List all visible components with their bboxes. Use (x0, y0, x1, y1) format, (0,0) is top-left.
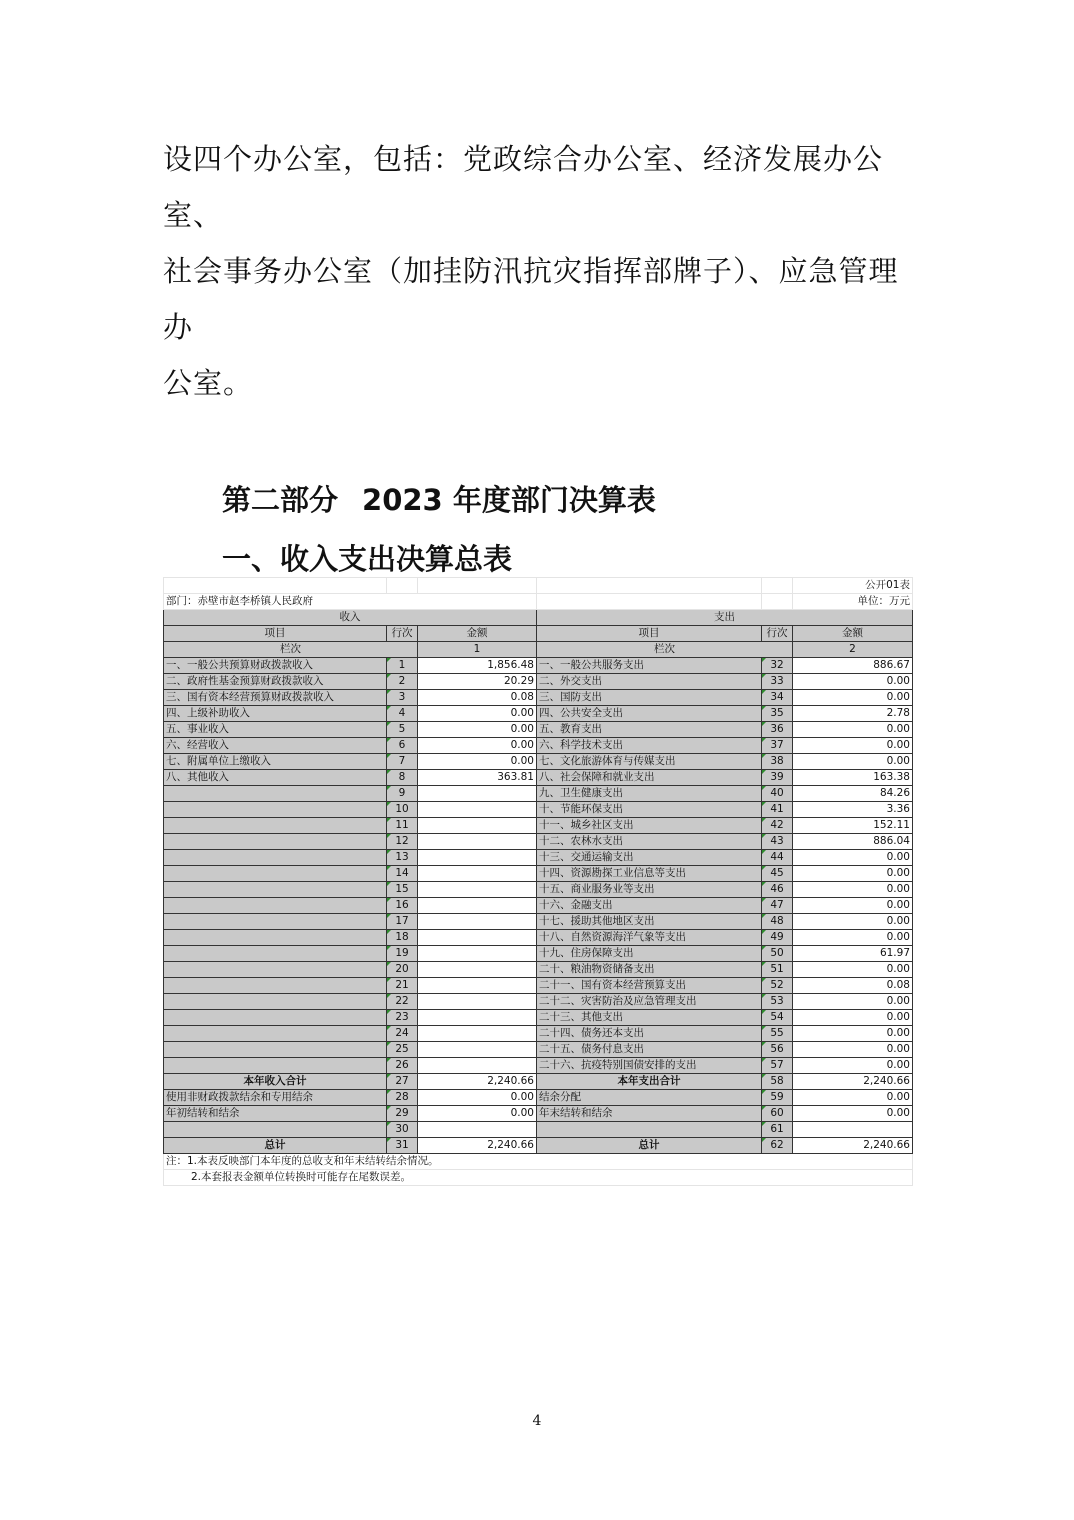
expense-line-cell: 51 (762, 962, 793, 978)
income-amount-cell: 20.29 (418, 674, 537, 690)
expense-amount-cell: 0.00 (793, 994, 913, 1010)
income-line-cell: 29 (387, 1106, 418, 1122)
expense-amount-cell: 2,240.66 (793, 1138, 913, 1154)
income-amount-cell: 0.00 (418, 754, 537, 770)
income-item-cell (164, 834, 387, 850)
income-item-cell (164, 1026, 387, 1042)
table-row (164, 994, 913, 1010)
income-amount-cell: 0.00 (418, 722, 537, 738)
expense-line-cell: 58 (762, 1074, 793, 1090)
expense-item-cell: 十七、援助其他地区支出 (537, 914, 762, 930)
income-line-cell: 26 (387, 1058, 418, 1074)
expense-item-cell: 二十、粮油物资储备支出 (537, 962, 762, 978)
income-amount-cell: 0.00 (418, 738, 537, 754)
expense-line-cell: 55 (762, 1026, 793, 1042)
col-index-label: 栏次 (164, 642, 418, 658)
col-amount-header: 金额 (793, 626, 913, 642)
table-row (164, 722, 913, 738)
income-line-cell: 27 (387, 1074, 418, 1090)
expense-line-cell: 59 (762, 1090, 793, 1106)
page-number: 4 (532, 1413, 542, 1429)
income-line-cell: 14 (387, 866, 418, 882)
section-title-year: 2023 年度部门决算表 (362, 483, 656, 517)
table-row (164, 1042, 913, 1058)
expense-item-cell: 年末结转和结余 (537, 1106, 762, 1122)
col-line-header: 行次 (762, 626, 793, 642)
expense-amount-cell: 886.67 (793, 658, 913, 674)
income-item-cell: 二、政府性基金预算财政拨款收入 (164, 674, 387, 690)
table-row (164, 1058, 913, 1074)
income-line-cell: 7 (387, 754, 418, 770)
income-amount-cell: 2,240.66 (418, 1074, 537, 1090)
expense-amount-cell: 0.00 (793, 850, 913, 866)
expense-line-cell: 53 (762, 994, 793, 1010)
income-line-cell: 3 (387, 690, 418, 706)
expense-line-cell: 62 (762, 1138, 793, 1154)
table-row (164, 706, 913, 722)
table-row (164, 850, 913, 866)
expense-line-cell: 41 (762, 802, 793, 818)
income-item-cell (164, 786, 387, 802)
expense-amount-cell: 0.00 (793, 1090, 913, 1106)
expense-line-cell: 34 (762, 690, 793, 706)
expense-line-cell: 39 (762, 770, 793, 786)
expense-amount-cell: 0.00 (793, 1010, 913, 1026)
table-row (164, 818, 913, 834)
expense-amount-cell: 0.00 (793, 690, 913, 706)
income-item-cell: 三、国有资本经营预算财政拨款收入 (164, 690, 387, 706)
income-item-cell (164, 978, 387, 994)
expense-line-cell: 33 (762, 674, 793, 690)
income-item-cell (164, 946, 387, 962)
expense-line-cell: 56 (762, 1042, 793, 1058)
income-amount-cell (418, 962, 537, 978)
income-line-cell: 6 (387, 738, 418, 754)
income-line-cell: 20 (387, 962, 418, 978)
income-item-cell (164, 914, 387, 930)
expense-amount-cell: 0.00 (793, 1042, 913, 1058)
income-expense-table (163, 577, 913, 1186)
expense-line-cell: 40 (762, 786, 793, 802)
expense-amount-cell: 0.00 (793, 1026, 913, 1042)
expense-item-cell: 十五、商业服务业等支出 (537, 882, 762, 898)
expense-amount-cell: 0.00 (793, 754, 913, 770)
expense-amount-cell: 0.08 (793, 978, 913, 994)
income-amount-cell: 0.00 (418, 706, 537, 722)
income-item-cell: 一、一般公共预算财政拨款收入 (164, 658, 387, 674)
income-item-cell: 六、经营收入 (164, 738, 387, 754)
table-row (164, 930, 913, 946)
expense-item-cell: 结余分配 (537, 1090, 762, 1106)
income-item-cell (164, 1010, 387, 1026)
income-amount-cell: 0.00 (418, 1106, 537, 1122)
expense-amount-cell: 84.26 (793, 786, 913, 802)
expense-amount-cell: 0.00 (793, 962, 913, 978)
income-item-cell (164, 1058, 387, 1074)
expense-line-cell: 60 (762, 1106, 793, 1122)
income-line-cell: 5 (387, 722, 418, 738)
expense-item-cell: 十六、金融支出 (537, 898, 762, 914)
expense-amount-cell: 0.00 (793, 1106, 913, 1122)
income-item-cell: 四、上级补助收入 (164, 706, 387, 722)
body-paragraph (163, 131, 923, 411)
expense-amount-cell (793, 1122, 913, 1138)
section-title-part: 第二部分 (222, 483, 339, 517)
col-line-header: 行次 (387, 626, 418, 642)
income-amount-cell (418, 898, 537, 914)
income-line-cell: 15 (387, 882, 418, 898)
income-amount-cell (418, 1026, 537, 1042)
income-line-cell: 22 (387, 994, 418, 1010)
income-item-cell: 年初结转和结余 (164, 1106, 387, 1122)
income-amount-cell (418, 946, 537, 962)
expense-amount-cell: 0.00 (793, 930, 913, 946)
expense-item-cell: 二十五、债务付息支出 (537, 1042, 762, 1058)
budget-sheet (163, 577, 912, 1186)
income-item-cell (164, 818, 387, 834)
expense-item-cell: 十二、农林水支出 (537, 834, 762, 850)
table-row (164, 1010, 913, 1026)
expense-amount-cell: 0.00 (793, 674, 913, 690)
table-row (164, 898, 913, 914)
expense-amount-cell: 61.97 (793, 946, 913, 962)
table-row (164, 1026, 913, 1042)
expense-line-cell: 43 (762, 834, 793, 850)
expense-item-cell: 十九、住房保障支出 (537, 946, 762, 962)
income-amount-cell (418, 834, 537, 850)
expense-line-cell: 32 (762, 658, 793, 674)
income-line-cell: 23 (387, 1010, 418, 1026)
table-row (164, 754, 913, 770)
income-amount-cell (418, 786, 537, 802)
income-amount-cell: 0.00 (418, 1090, 537, 1106)
income-amount-cell (418, 866, 537, 882)
income-line-cell: 8 (387, 770, 418, 786)
table-row (164, 802, 913, 818)
income-item-cell (164, 1122, 387, 1138)
income-amount-cell (418, 1042, 537, 1058)
expense-amount-cell: 0.00 (793, 898, 913, 914)
income-item-cell (164, 850, 387, 866)
col-item-header: 项目 (537, 626, 762, 642)
table-row (164, 962, 913, 978)
income-header: 收入 (164, 610, 537, 626)
table-row (164, 946, 913, 962)
expense-amount-cell: 2,240.66 (793, 1074, 913, 1090)
income-line-cell: 13 (387, 850, 418, 866)
table-row (164, 770, 913, 786)
income-item-cell: 八、其他收入 (164, 770, 387, 786)
income-item-cell: 使用非财政拨款结余和专用结余 (164, 1090, 387, 1106)
income-item-cell (164, 930, 387, 946)
expense-amount-cell: 0.00 (793, 866, 913, 882)
table-row (164, 690, 913, 706)
income-line-cell: 4 (387, 706, 418, 722)
expense-item-cell: 三、国防支出 (537, 690, 762, 706)
table-row (164, 914, 913, 930)
table-row (164, 674, 913, 690)
table-total-row (164, 1138, 913, 1154)
income-amount-cell: 1,856.48 (418, 658, 537, 674)
expense-line-cell: 50 (762, 946, 793, 962)
income-item-cell (164, 882, 387, 898)
income-item-cell: 七、附属单位上缴收入 (164, 754, 387, 770)
income-item-cell (164, 1042, 387, 1058)
income-line-cell: 21 (387, 978, 418, 994)
income-amount-cell (418, 1122, 537, 1138)
section-title (222, 478, 656, 519)
expense-amount-cell: 0.00 (793, 722, 913, 738)
expense-item-cell: 十一、城乡社区支出 (537, 818, 762, 834)
expense-line-cell: 48 (762, 914, 793, 930)
income-amount-cell (418, 802, 537, 818)
expense-line-cell: 38 (762, 754, 793, 770)
income-line-cell: 19 (387, 946, 418, 962)
expense-line-cell: 61 (762, 1122, 793, 1138)
income-amount-cell: 2,240.66 (418, 1138, 537, 1154)
income-line-cell: 16 (387, 898, 418, 914)
expense-item-cell: 二十二、灾害防治及应急管理支出 (537, 994, 762, 1010)
table-row (164, 658, 913, 674)
expense-item-cell: 九、卫生健康支出 (537, 786, 762, 802)
expense-amount-cell: 0.00 (793, 1058, 913, 1074)
income-amount-cell: 0.08 (418, 690, 537, 706)
income-amount-cell (418, 882, 537, 898)
income-amount-cell (418, 850, 537, 866)
table-title: 一、收入支出决算总表 (222, 542, 513, 576)
paragraph-line: 设四个办公室，包括：党政综合办公室、经济发展办公室、 (163, 142, 884, 232)
income-item-cell: 五、事业收入 (164, 722, 387, 738)
expense-line-cell: 36 (762, 722, 793, 738)
expense-item-cell: 十四、资源勘探工业信息等支出 (537, 866, 762, 882)
expense-line-cell: 54 (762, 1010, 793, 1026)
expense-item-cell: 八、社会保障和就业支出 (537, 770, 762, 786)
expense-item-cell: 十、节能环保支出 (537, 802, 762, 818)
expense-amount-cell: 0.00 (793, 882, 913, 898)
expense-header: 支出 (537, 610, 913, 626)
income-amount-cell (418, 1058, 537, 1074)
col-index-label: 栏次 (537, 642, 793, 658)
expense-line-cell: 47 (762, 898, 793, 914)
col-amount-header: 金额 (418, 626, 537, 642)
income-amount-cell (418, 930, 537, 946)
table-row (164, 738, 913, 754)
note-line: 注：1.本表反映部门本年度的总收支和年末结转结余情况。 (164, 1154, 913, 1170)
paragraph-line: 公室。 (163, 366, 254, 400)
expense-item-cell: 四、公共安全支出 (537, 706, 762, 722)
expense-item-cell: 二十六、抗疫特别国债安排的支出 (537, 1058, 762, 1074)
income-amount-cell (418, 1010, 537, 1026)
table-row (164, 1122, 913, 1138)
table-row (164, 1106, 913, 1122)
income-item-cell (164, 962, 387, 978)
table-row (164, 866, 913, 882)
expense-amount-cell: 152.11 (793, 818, 913, 834)
expense-item-cell: 二、外交支出 (537, 674, 762, 690)
expense-item-cell: 十八、自然资源海洋气象等支出 (537, 930, 762, 946)
income-amount-cell (418, 994, 537, 1010)
income-item-cell (164, 802, 387, 818)
department-label: 部门：赤壁市赵李桥镇人民政府 (164, 594, 537, 610)
income-line-cell: 10 (387, 802, 418, 818)
expense-line-cell: 37 (762, 738, 793, 754)
expense-line-cell: 35 (762, 706, 793, 722)
table-total-row (164, 1074, 913, 1090)
expense-item-cell: 二十三、其他支出 (537, 1010, 762, 1026)
income-line-cell: 28 (387, 1090, 418, 1106)
income-item-cell (164, 898, 387, 914)
income-line-cell: 17 (387, 914, 418, 930)
expense-item-cell: 十三、交通运输支出 (537, 850, 762, 866)
expense-line-cell: 57 (762, 1058, 793, 1074)
unit-label: 单位：万元 (793, 594, 913, 610)
income-line-cell: 11 (387, 818, 418, 834)
expense-amount-cell: 0.00 (793, 738, 913, 754)
expense-line-cell: 49 (762, 930, 793, 946)
expense-amount-cell: 886.04 (793, 834, 913, 850)
expense-line-cell: 44 (762, 850, 793, 866)
income-line-cell: 18 (387, 930, 418, 946)
expense-item-cell: 二十四、债务还本支出 (537, 1026, 762, 1042)
income-amount-cell (418, 978, 537, 994)
col-index-expense: 2 (793, 642, 913, 658)
table-row (164, 786, 913, 802)
income-item-cell: 本年收入合计 (164, 1074, 387, 1090)
expense-line-cell: 52 (762, 978, 793, 994)
expense-item-cell: 本年支出合计 (537, 1074, 762, 1090)
income-line-cell: 1 (387, 658, 418, 674)
expense-item-cell: 五、教育支出 (537, 722, 762, 738)
expense-item-cell (537, 1122, 762, 1138)
income-line-cell: 25 (387, 1042, 418, 1058)
expense-item-cell: 七、文化旅游体育与传媒支出 (537, 754, 762, 770)
expense-item-cell: 二十一、国有资本经营预算支出 (537, 978, 762, 994)
col-index-income: 1 (418, 642, 537, 658)
expense-item-cell: 一、一般公共服务支出 (537, 658, 762, 674)
income-line-cell: 24 (387, 1026, 418, 1042)
income-amount-cell (418, 914, 537, 930)
income-line-cell: 9 (387, 786, 418, 802)
expense-item-cell: 总计 (537, 1138, 762, 1154)
note-line: 2.本套报表金额单位转换时可能存在尾数误差。 (164, 1170, 913, 1186)
col-item-header: 项目 (164, 626, 387, 642)
income-line-cell: 31 (387, 1138, 418, 1154)
form-code: 公开01表 (793, 578, 913, 594)
income-line-cell: 12 (387, 834, 418, 850)
income-item-cell: 总计 (164, 1138, 387, 1154)
income-amount-cell (418, 818, 537, 834)
income-line-cell: 30 (387, 1122, 418, 1138)
table-row (164, 882, 913, 898)
table-row (164, 834, 913, 850)
income-item-cell (164, 866, 387, 882)
expense-line-cell: 42 (762, 818, 793, 834)
expense-amount-cell: 2.78 (793, 706, 913, 722)
expense-amount-cell: 163.38 (793, 770, 913, 786)
expense-line-cell: 45 (762, 866, 793, 882)
income-amount-cell: 363.81 (418, 770, 537, 786)
table-row (164, 978, 913, 994)
income-item-cell (164, 994, 387, 1010)
expense-item-cell: 六、科学技术支出 (537, 738, 762, 754)
income-line-cell: 2 (387, 674, 418, 690)
expense-amount-cell: 0.00 (793, 914, 913, 930)
table-row (164, 1090, 913, 1106)
expense-line-cell: 46 (762, 882, 793, 898)
paragraph-line: 社会事务办公室（加挂防汛抗灾指挥部牌子）、应急管理办 (163, 254, 899, 344)
expense-amount-cell: 3.36 (793, 802, 913, 818)
